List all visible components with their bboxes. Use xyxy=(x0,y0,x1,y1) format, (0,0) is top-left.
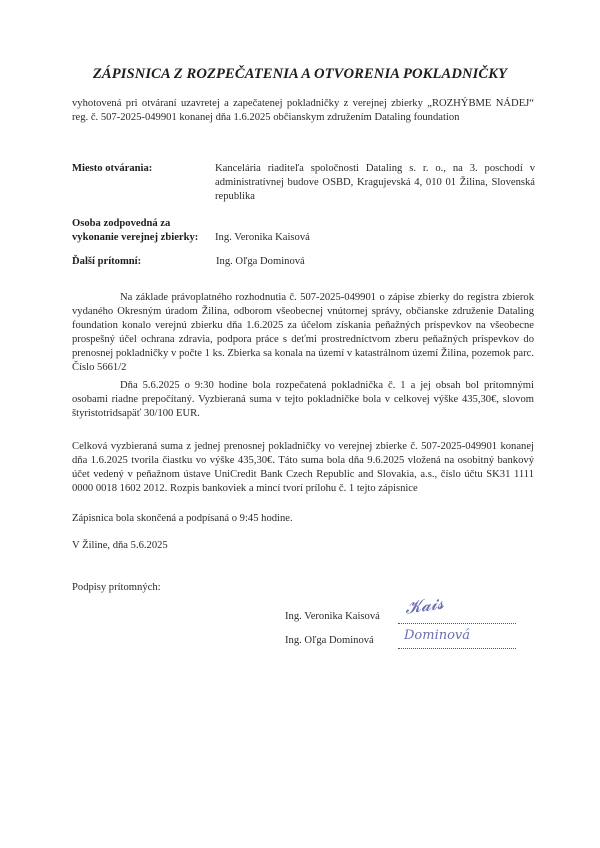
closing-statement: Zápisnica bola skončená a podpísaná o 9:45 hodine. xyxy=(72,513,293,524)
signatory-name-1: Ing. Veronika Kaisová xyxy=(285,611,380,622)
handwritten-signature-2: Dominová xyxy=(404,628,471,643)
signatory-name-2: Ing. Oľga Dominová xyxy=(285,635,374,646)
decision-paragraph: Na základe právoplatného rozhodnutia č. 507-2025-049901 o zápise zbierky do registra zbierok vydaného Okresným úradom Žilina, odborom všeobecnej vnútornej správy, občianske združenie Dataling foundation konalo verejnú zbierku dňa 1.6.2025 za účelom získania peňažných príspevkov na všeobecne prospešný účel ochrana zdravia, podpora práce s deťmi prostredníctvom zberu peňažných príspevkov do prenosnej pokladničky v počte 1 ks. Zbierka sa konala na území v katastrálnom území Žilina, pozemok parc. Číslo 5661/2 xyxy=(72,292,534,374)
signature-line-2 xyxy=(398,648,516,649)
handwritten-signature-1: 𝓚𝓪𝓲𝓼 xyxy=(403,593,445,619)
signatures-heading: Podpisy prítomných: xyxy=(72,582,161,593)
place-date: V Žiline, dňa 5.6.2025 xyxy=(72,540,168,551)
others-value: Ing. Oľga Dominová xyxy=(216,256,305,267)
place-value: Kancelária riaditeľa spoločnosti Dataling s. r. o., na 3. poschodí v administratívnej budove OSBD, Kragujevská 4, 010 01 Žilina, Slovenská republika xyxy=(215,163,535,203)
intro-paragraph: vyhotovená pri otváraní uzavretej a zapečatenej pokladničky z verejnej zbierky „ROZHÝBME NÁDEJ“ reg. č. 507-2025-049901 konanej dňa 1.6.2025 občianskym združením Dataling foundation xyxy=(72,98,534,124)
responsible-label-line2: vykonanie verejnej zbierky: xyxy=(72,232,199,243)
responsible-label-line1: Osoba zodpovedná za xyxy=(72,218,171,229)
others-label: Ďalší prítomní: xyxy=(72,256,142,267)
document-title: ZÁPISNICA Z ROZPEČATENIA A OTVORENIA POKLADNIČKY xyxy=(92,66,508,82)
total-paragraph: Celková vyzbieraná suma z jednej prenosnej pokladničky vo verejnej zbierke č. 507-2025-049901 konanej dňa 1.6.2025 tvorila čiastku vo výške 435,30€. Táto suma bola dňa 9.6.2025 vložená na osobitný bankový účet vedený v peňažnom ústave UniCredit Bank Czech Republic and Slovakia, a.s., číslo účtu SK31 1111 0000 0018 1602 2012. Rozpis bankoviek a mincí tvorí prílohu č. 1 tejto zápisnice xyxy=(72,441,534,495)
opening-paragraph: Dňa 5.6.2025 o 9:30 hodine bola rozpečatená pokladnička č. 1 a jej obsah bol prítomnými osobami riadne prepočítaný. Vyzbieraná suma v tejto pokladničke bola v celkovej výške 435,30€, slovom štyristotridsapäť 30/100 EUR. xyxy=(72,380,534,420)
responsible-value: Ing. Veronika Kaisová xyxy=(215,232,310,243)
place-label: Miesto otvárania: xyxy=(72,163,153,174)
signature-line-1 xyxy=(398,623,516,624)
